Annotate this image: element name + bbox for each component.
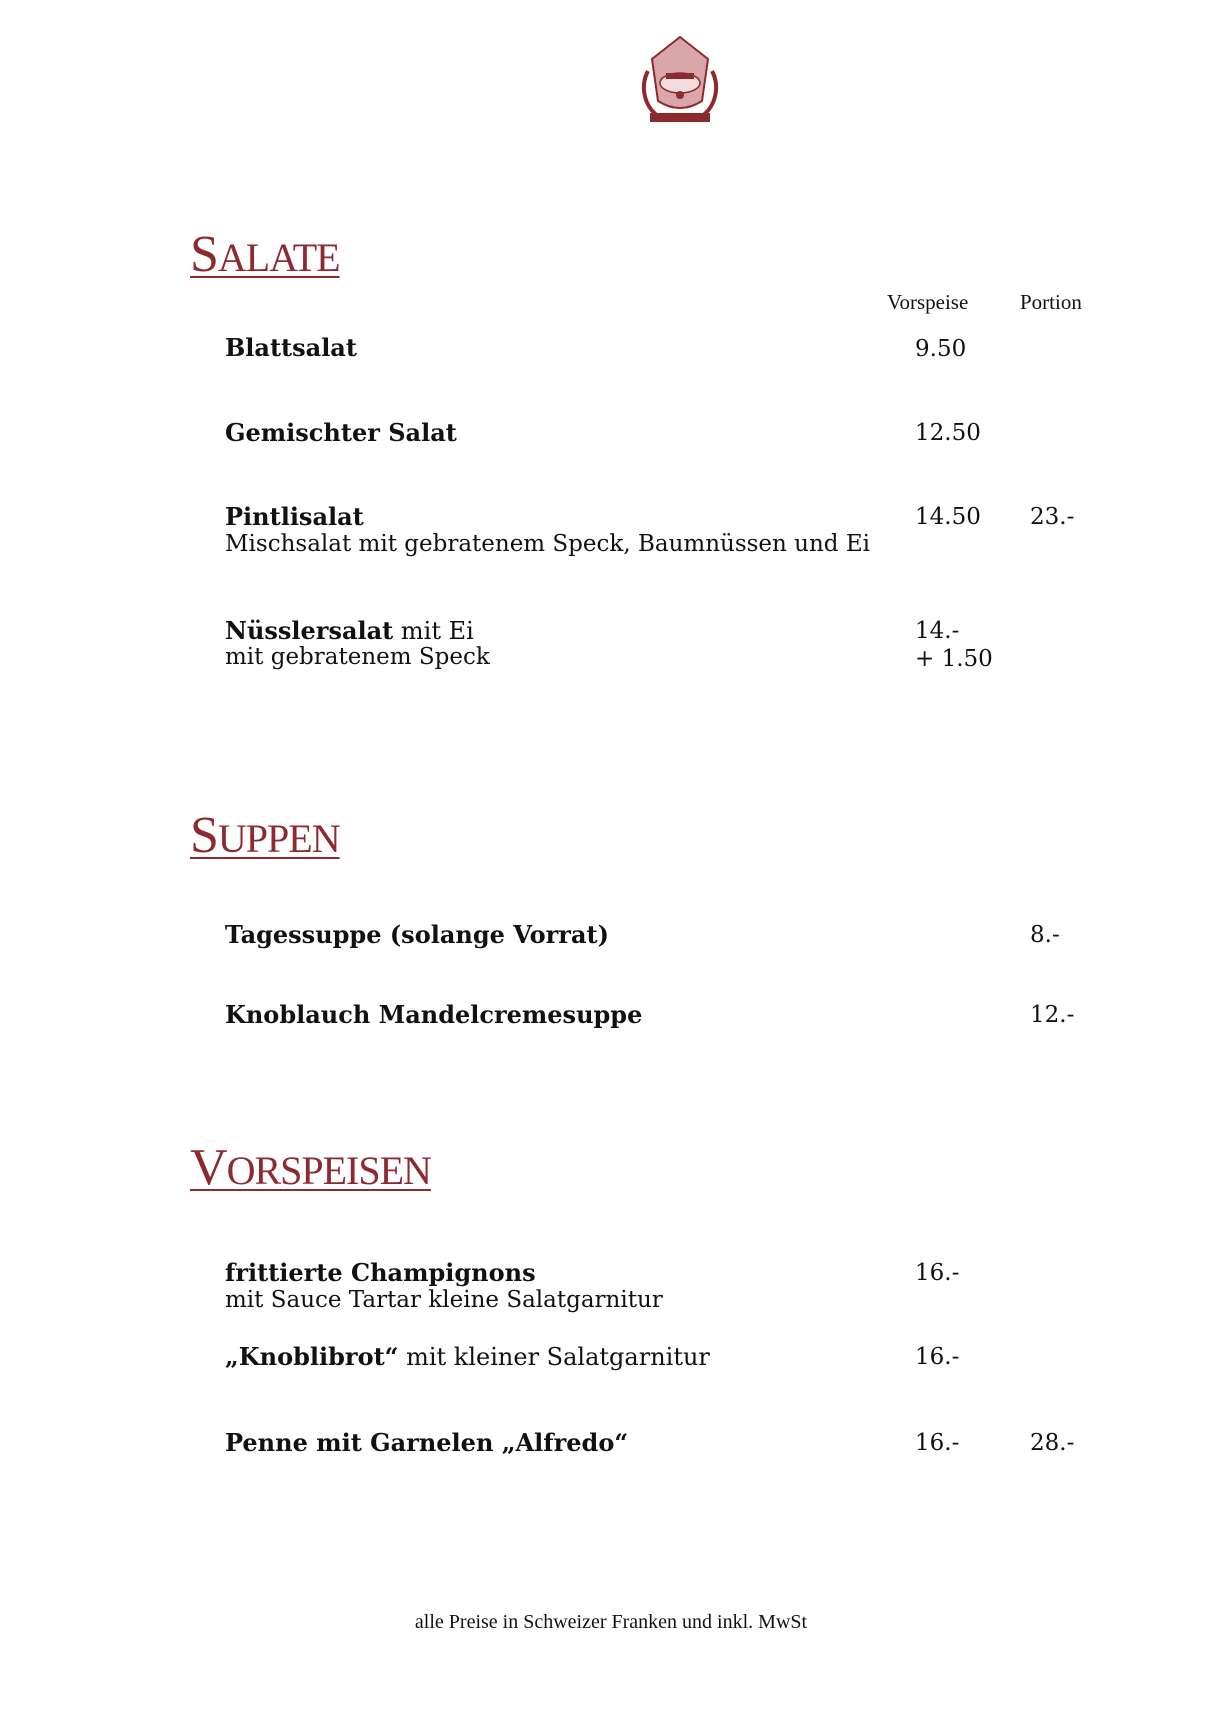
menu-item-description: mit gebratenem Speck — [225, 644, 490, 670]
menu-item-name: Pintlisalat — [225, 502, 364, 531]
menu-item-name-text: „Knoblibrot“ — [225, 1342, 399, 1371]
price-portion: 28.- — [1030, 1430, 1075, 1456]
section-title-suppen — [190, 807, 340, 864]
menu-item-name: Penne mit Garnelen „Alfredo“ — [225, 1428, 629, 1457]
menu-item-name-text: Nüsslersalat — [225, 616, 394, 645]
price-vorspeise: 16.- — [915, 1430, 960, 1456]
menu-item-name: frittierte Champignons — [225, 1258, 536, 1287]
price-footnote: alle Preise in Schweizer Franken und inkl. MwSt — [414, 1611, 808, 1633]
title-rest: UPPEN — [217, 816, 340, 861]
title-initial: S — [190, 226, 218, 283]
price-portion: 12.- — [1030, 1002, 1075, 1028]
menu-item-name — [225, 616, 474, 645]
menu-item-name: Knoblauch Mandelcremesuppe — [225, 1000, 643, 1029]
menu-item-description: mit Sauce Tartar kleine Salatgarnitur — [225, 1287, 663, 1313]
title-initial: V — [190, 1139, 227, 1196]
menu-item-name: Blattsalat — [225, 333, 357, 362]
price-vorspeise: 16.- — [915, 1260, 960, 1286]
section-title-vorspeisen — [190, 1139, 431, 1196]
menu-item-description: Mischsalat mit gebratenem Speck, Baumnüssen und Ei — [225, 531, 870, 557]
price-vorspeise: 9.50 — [915, 336, 967, 362]
title-initial: S — [190, 807, 218, 864]
price-vorspeise: 12.50 — [915, 420, 981, 446]
price-vorspeise: 14.50 — [915, 504, 981, 530]
section-title-salate — [190, 226, 340, 283]
price-vorspeise: 16.- — [915, 1344, 960, 1370]
title-rest: ALATE — [217, 235, 340, 280]
menu-item-name — [225, 1342, 710, 1371]
price-portion: 23.- — [1030, 504, 1075, 530]
menu-item-name: Tagessuppe (solange Vorrat) — [225, 920, 609, 949]
price-vorspeise: 14.- — [915, 618, 960, 644]
menu-item-inline-description: mit kleiner Salatgarnitur — [398, 1343, 710, 1371]
title-rest: ORSPEISEN — [226, 1148, 431, 1193]
price-portion: 8.- — [1030, 922, 1060, 948]
crest-icon — [638, 31, 722, 126]
menu-item-name: Gemischter Salat — [225, 418, 457, 447]
column-header-vorspeise: Vorspeise — [887, 290, 969, 314]
column-header-portion: Portion — [1020, 290, 1082, 314]
price-extra: + 1.50 — [915, 646, 993, 672]
restaurant-logo — [638, 31, 722, 126]
menu-item-inline-description: mit Ei — [393, 617, 474, 645]
